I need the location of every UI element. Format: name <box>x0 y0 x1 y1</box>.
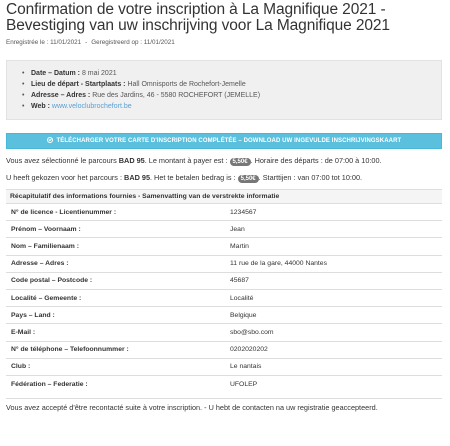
table-row <box>6 358 442 375</box>
summary-table <box>6 189 442 393</box>
row-label: Prénom – Voornaam : <box>6 221 226 238</box>
page-title: Confirmation de votre inscription à La Magnifique 2021 - Bevestiging van uw inschrijving voor La Magnifique 2021 <box>6 1 390 34</box>
row-value: Le nantais <box>226 358 442 375</box>
table-row <box>6 204 442 221</box>
info-web-label: Web : <box>31 103 50 110</box>
table-row <box>6 272 442 289</box>
route-fr-name: BAD 95 <box>118 156 145 165</box>
row-label: Fédération – Federatie : <box>6 375 226 392</box>
route-fr-post: . Horaire des départs : de 07:00 à 10:00. <box>250 156 382 165</box>
info-date <box>22 68 441 79</box>
row-value: 11 rue de la gare, 44000 Nantes <box>226 255 442 272</box>
info-web <box>22 101 441 112</box>
summary-body <box>6 204 442 393</box>
download-button-label: TÉLÉCHARGER VOTRE CARTE D'INSCRIPTION COMPLÉTÉE – DOWNLOAD UW INGEVULDE INSCHRIJVINGSKAART <box>56 138 402 144</box>
row-value: Localité <box>226 289 442 306</box>
row-label: E-Mail : <box>6 324 226 341</box>
route-nl-mid: . Het te betalen bedrag is : <box>150 173 236 182</box>
route-info-nl <box>6 173 442 183</box>
row-label: Club : <box>6 358 226 375</box>
row-value: 45687 <box>226 272 442 289</box>
info-address <box>22 90 441 101</box>
event-info-box <box>6 60 442 120</box>
route-fr-pre: Vous avez sélectionné le parcours <box>6 156 117 165</box>
route-nl-post: . Starttijen : van 07:00 tot 10:00. <box>258 173 363 182</box>
info-address-value: Rue des Jardins, 46 - 5580 ROCHEFORT (JEMELLE) <box>92 92 261 99</box>
row-label: N° de téléphone – Telefoonnummer : <box>6 341 226 358</box>
row-value: 0202020202 <box>226 341 442 358</box>
info-date-label: Date – Datum : <box>31 70 81 77</box>
route-nl-name: BAD 95 <box>124 173 150 182</box>
route-info-fr <box>6 156 442 166</box>
registration-dates: Enregistrée le : 11/01/2021 - Geregistreerd op : 11/01/2021 <box>6 39 175 46</box>
table-row <box>6 307 442 324</box>
info-start <box>22 79 441 90</box>
info-date-value: 8 mai 2021 <box>81 70 117 77</box>
row-label: Adresse – Adres : <box>6 255 226 272</box>
price-badge-fr: 5,50€ <box>230 158 251 166</box>
download-circle-icon <box>47 137 53 143</box>
route-nl-pre: U heeft gekozen voor het parcours : <box>6 173 123 182</box>
table-row <box>6 324 442 341</box>
info-address-label: Adresse – Adres : <box>31 92 91 99</box>
registered-date-nl: Geregistreerd op : 11/01/2021 <box>91 39 175 46</box>
row-value: Belgique <box>226 307 442 324</box>
row-value: UFOLEP <box>226 375 442 392</box>
info-start-value: Hall Omnisports de Rochefort-Jemelle <box>127 81 246 88</box>
website-link[interactable]: www.veloclubrochefort.be <box>51 103 132 110</box>
route-fr-mid: . Le montant à payer est : <box>144 156 228 165</box>
table-row <box>6 238 442 255</box>
row-label: Pays – Land : <box>6 307 226 324</box>
price-badge-nl: 5,50€ <box>238 175 259 183</box>
row-value: Jean <box>226 221 442 238</box>
download-card-button[interactable] <box>6 133 442 149</box>
registered-date-fr: Enregistrée le : 11/01/2021 <box>6 39 82 46</box>
summary-heading: Récapitulatif des informations fournies - Samenvatting van de verstrekte informatie <box>6 190 442 204</box>
table-row <box>6 341 442 358</box>
info-start-label: Lieu de départ - Startplaats : <box>31 81 126 88</box>
row-value: Martin <box>226 238 442 255</box>
row-value: 1234567 <box>226 204 442 221</box>
table-row <box>6 289 442 306</box>
row-label: Code postal – Postcode : <box>6 272 226 289</box>
table-row <box>6 255 442 272</box>
row-value: sbo@sbo.com <box>226 324 442 341</box>
row-label: N° de licence - Licentienummer : <box>6 204 226 221</box>
row-label: Nom – Familienaam : <box>6 238 226 255</box>
table-row <box>6 221 442 238</box>
row-label: Localité – Gemeente : <box>6 289 226 306</box>
table-row <box>6 375 442 392</box>
contact-consent-note: Vous avez accepté d'être recontacté suite à votre inscription. - U hebt de contacten na uw registratie geaccepteerd. <box>6 398 442 412</box>
